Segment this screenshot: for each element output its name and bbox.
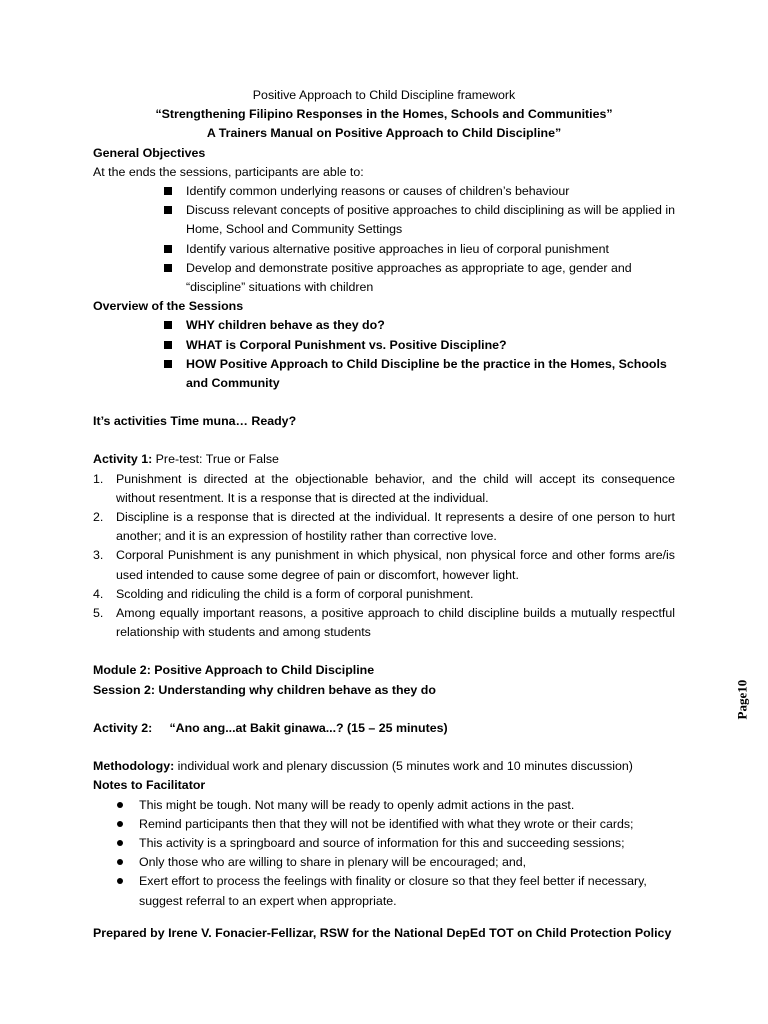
methodology-line <box>93 757 675 776</box>
activities-time-heading: It’s activities Time muna… Ready? <box>93 414 297 429</box>
general-objectives-heading: General Objectives <box>93 145 206 160</box>
notes-heading: Notes to Facilitator <box>93 778 206 793</box>
list-item: WHAT is Corporal Punishment vs. Positive Discipline? <box>164 336 675 355</box>
list-item: Exert effort to process the feelings with finality or closure so that they feel better if necessary, suggest referral to an expert when appropriate. <box>115 872 675 910</box>
document-page <box>93 86 675 943</box>
list-item: WHY children behave as they do? <box>164 316 675 335</box>
module-2-heading: Module 2: Positive Approach to Child Discipline <box>93 663 375 678</box>
list-item: Identify various alternative positive approaches in lieu of corporal punishment <box>164 240 675 259</box>
list-item: 2. Discipline is a response that is directed at the individual. It represents a desire of one person to hurt another; and it is an expression of hostility rather than corrective love. <box>93 510 675 544</box>
list-item: Discuss relevant concepts of positive approaches to child disciplining as will be applied in Home, School and Community Settings <box>164 201 675 239</box>
list-item: Identify common underlying reasons or causes of children’s behaviour <box>164 182 675 201</box>
prepared-by-footer: Prepared by Irene V. Fonacier-Fellizar, RSW for the National DepEd TOT on Child Protection Policy <box>93 925 672 940</box>
objectives-list <box>93 182 675 297</box>
list-item: 3. Corporal Punishment is any punishment in which physical, non physical force and other forms are/is used intended to cause some degree of pain or discomfort, however light. <box>93 548 675 582</box>
pretest-list <box>93 470 675 643</box>
list-item: HOW Positive Approach to Child Discipline be the practice in the Homes, Schools and Community <box>164 355 675 393</box>
list-item: Remind participants then that they will not be identified with what they wrote or their cards; <box>115 815 675 834</box>
list-item: 5. Among equally important reasons, a positive approach to child discipline builds a mutually respectful relationship with students and among students <box>93 606 675 640</box>
activity-1-title: Pre-test: True or False <box>155 452 279 467</box>
list-item: Develop and demonstrate positive approaches as appropriate to age, gender and “discipline” situations with children <box>164 259 675 297</box>
activity-2-heading <box>93 719 675 738</box>
activity-1-label: Activity 1: <box>93 452 153 467</box>
subtitle-line-1: “Strengthening Filipino Responses in the Homes, Schools and Communities” <box>155 107 613 122</box>
activity-2-label: Activity 2: <box>93 720 153 735</box>
list-item: Only those who are willing to share in plenary will be encouraged; and, <box>115 853 675 872</box>
session-2-heading: Session 2: Understanding why children behave as they do <box>93 682 436 697</box>
subtitle-line-2: A Trainers Manual on Positive Approach to Child Discipline” <box>206 126 562 141</box>
list-item: This might be tough. Not many will be ready to openly admit actions in the past. <box>115 796 675 815</box>
activity-2-title: “Ano ang...at Bakit ginawa...? (15 – 25 minutes) <box>169 720 448 735</box>
list-item: 4. Scolding and ridiculing the child is a form of corporal punishment. <box>93 586 474 601</box>
methodology-label: Methodology: <box>93 759 175 774</box>
document-title: Positive Approach to Child Discipline framework <box>252 88 516 102</box>
overview-heading: Overview of the Sessions <box>93 299 244 314</box>
overview-list <box>93 316 675 393</box>
methodology-text: individual work and plenary discussion (5 minutes work and 10 minutes discussion) <box>177 759 633 774</box>
activity-1-heading <box>93 450 675 469</box>
general-objectives-intro: At the ends the sessions, participants are able to: <box>93 164 364 179</box>
page-number: Page10 <box>734 679 750 720</box>
list-item: 1. Punishment is directed at the objectionable behavior, and the child will accept its consequence without resentment. It is a response that is directed at the individual. <box>93 471 675 505</box>
notes-list <box>93 796 675 911</box>
list-item: This activity is a springboard and source of information for this and succeeding sessions; <box>115 834 675 853</box>
